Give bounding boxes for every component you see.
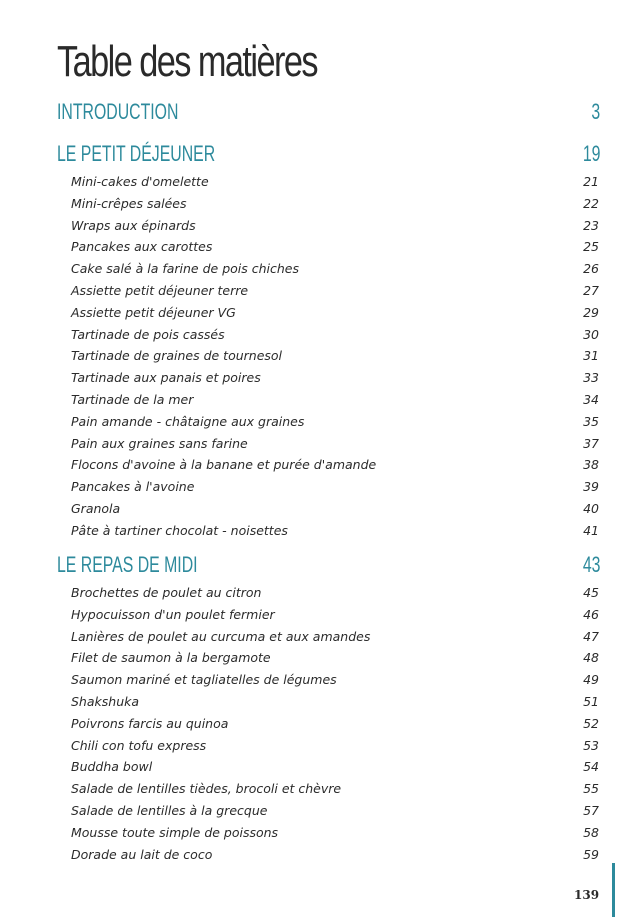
toc-entry[interactable] [71,800,599,822]
entry-title: Flocons d'avoine à la banane et purée d'amande [71,457,377,473]
toc-entry[interactable] [71,476,599,498]
entry-page-number: 55 [583,781,599,797]
toc-section-petit-dejeuner[interactable] [57,141,600,167]
entry-title: Brochettes de poulet au citron [71,585,262,600]
toc-entry[interactable] [71,454,599,476]
entry-page-number: 49 [583,672,599,688]
entry-page-number: 34 [583,391,599,407]
entry-title: Hypocuisson d'un poulet fermier [71,606,275,622]
entry-title: Assiette petit déjeuner terre [71,282,249,298]
entry-title: Lanières de poulet au curcuma et aux amandes [71,628,371,644]
entry-title: Assiette petit déjeuner VG [71,304,236,320]
toc-entry[interactable] [71,669,599,691]
entry-page-number: 39 [583,479,599,495]
entry-page-number: 38 [583,457,599,473]
toc-entry[interactable] [71,302,599,324]
toc-entry[interactable] [71,236,599,258]
entry-page-number: 52 [583,715,599,731]
entry-page-number: 46 [583,606,599,622]
toc-section-introduction[interactable] [57,99,600,125]
footer-accent-bar [612,863,615,917]
section-label: LE PETIT DÉJEUNER [57,141,216,166]
toc-entry[interactable] [71,520,599,542]
toc-entry[interactable] [71,433,599,455]
toc-entry[interactable] [71,389,599,411]
entry-title: Mini-crêpes salées [71,195,187,211]
section-label: INTRODUCTION [57,99,179,124]
toc-section-repas-de-midi[interactable] [57,552,600,578]
entry-title: Filet de saumon à la bergamote [71,650,271,666]
entry-page-number: 48 [583,650,599,666]
entry-title: Poivrons farcis au quinoa [71,715,229,731]
entry-page-number: 40 [583,500,599,516]
entry-page-number: 41 [583,522,599,538]
entry-title: Tartinade de graines de tournesol [71,348,283,364]
section-page-number: 43 [582,552,600,577]
entry-title: Pancakes à l'avoine [71,479,195,495]
entry-page-number: 54 [583,759,599,775]
entry-title: Pain amande - châtaigne aux graines [71,413,305,429]
entry-page-number: 53 [583,737,599,753]
entry-page-number: 47 [583,628,599,644]
entry-page-number: 31 [583,348,599,364]
entry-title: Tartinade de pois cassés [71,326,225,342]
entry-title: Buddha bowl [71,759,153,775]
folio-page-number: 139 [574,888,600,902]
entry-page-number: 45 [583,585,599,600]
entry-page-number: 21 [583,174,599,189]
toc-entry[interactable] [71,193,599,215]
entry-title: Cake salé à la farine de pois chiches [71,261,300,277]
page-title: Table des matières [57,37,317,86]
toc-entry[interactable] [71,324,599,346]
toc-entry[interactable] [71,604,599,626]
entry-title: Granola [71,500,121,516]
toc-entry[interactable] [71,756,599,778]
entry-title: Tartinade aux panais et poires [71,370,261,386]
toc-entry[interactable] [71,215,599,237]
toc-entry[interactable] [71,647,599,669]
entry-title: Salade de lentilles tièdes, brocoli et chèvre [71,781,342,797]
entry-page-number: 51 [583,693,599,709]
entry-page-number: 58 [583,824,599,840]
section-label: LE REPAS DE MIDI [57,552,198,577]
entry-title: Saumon mariné et tagliatelles de légumes [71,672,337,688]
entry-page-number: 59 [583,846,599,862]
toc-entry[interactable] [71,258,599,280]
entry-title: Pancakes aux carottes [71,239,213,255]
toc-entry[interactable] [71,822,599,844]
toc-entry[interactable] [71,171,599,193]
entry-title: Mousse toute simple de poissons [71,824,279,840]
section-page-number: 19 [582,141,600,166]
toc-entry[interactable] [71,626,599,648]
entry-title: Salade de lentilles à la grecque [71,802,268,818]
toc-entry[interactable] [71,778,599,800]
entry-title: Mini-cakes d'omelette [71,174,209,189]
toc-entry[interactable] [71,498,599,520]
entry-page-number: 30 [583,326,599,342]
toc-entry[interactable] [71,735,599,757]
entry-page-number: 27 [583,282,599,298]
toc-entry[interactable] [71,367,599,389]
entry-page-number: 37 [583,435,599,451]
toc-entry[interactable] [71,280,599,302]
toc-entry[interactable] [71,345,599,367]
entry-title: Wraps aux épinards [71,217,196,233]
entry-page-number: 33 [583,370,599,386]
entry-page-number: 29 [583,304,599,320]
entry-page-number: 22 [583,195,599,211]
entry-title: Tartinade de la mer [71,391,194,407]
toc-entry[interactable] [71,713,599,735]
toc-entry[interactable] [71,844,599,866]
entry-page-number: 35 [583,413,599,429]
toc-entry[interactable] [71,411,599,433]
entry-title: Pâte à tartiner chocolat - noisettes [71,522,288,538]
toc-entries-repas-de-midi [71,582,599,865]
entry-title: Pain aux graines sans farine [71,435,248,451]
entry-title: Chili con tofu express [71,737,207,753]
entry-title: Shakshuka [71,693,140,709]
toc-entries-petit-dejeuner [71,171,599,542]
entry-page-number: 57 [583,802,599,818]
entry-page-number: 26 [583,261,599,277]
toc-entry[interactable] [71,582,599,604]
entry-title: Dorade au lait de coco [71,846,213,862]
entry-page-number: 25 [583,239,599,255]
entry-page-number: 23 [583,217,599,233]
toc-entry[interactable] [71,691,599,713]
section-page-number: 3 [591,99,600,124]
